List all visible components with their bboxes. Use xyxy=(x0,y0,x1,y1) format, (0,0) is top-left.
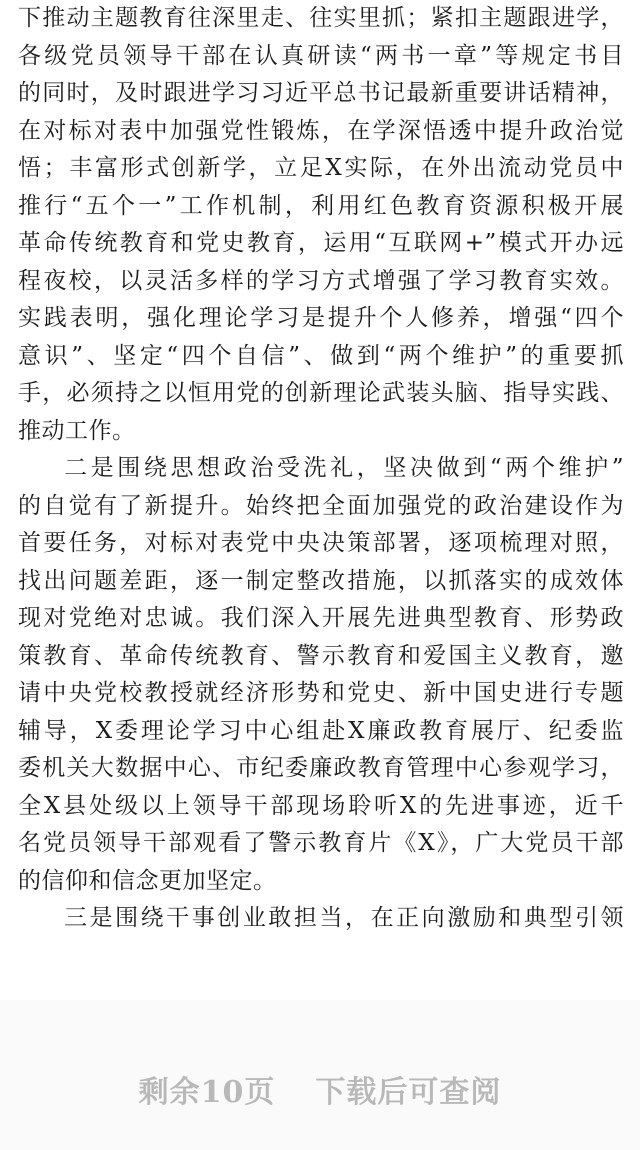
document-line: 三是围绕干事创业敢担当，在正向激励和典型引领 xyxy=(64,905,624,931)
document-line: 请中央党校教授就经济形势和党史、新中国史进行专题 xyxy=(18,680,624,706)
document-line: 推行“五个一”工作机制，利用红色教育资源积极开展 xyxy=(18,192,624,219)
download-banner[interactable] xyxy=(0,1064,640,1114)
document-line: 各级党员领导干部在认真研读“两书一章”等规定书目 xyxy=(18,42,624,69)
document-line: 下推动主题教育往深里走、往实里抓；紧扣主题跟进学， xyxy=(18,5,624,31)
document-line: 推动工作。 xyxy=(18,417,136,444)
remaining-pages-label: 剩余10页 xyxy=(138,1075,276,1110)
document-line: 首要任务，对标对表党中央决策部署，逐项梳理对照， xyxy=(18,530,624,556)
document-line: 的同时，及时跟进学习习近平总书记最新重要讲话精神， xyxy=(18,80,624,106)
document-line: 委机关大数据中心、市纪委廉政教育管理中心参观学习， xyxy=(18,755,624,781)
document-line: 程夜校，以灵活多样的学习方式增强了学习教育实效。 xyxy=(18,267,624,294)
document-line: 手，必须持之以恒用党的创新理论武装头脑、指导实践、 xyxy=(18,380,624,406)
document-line: 全X县处级以上领导干部现场聆听X的先进事迹，近千 xyxy=(18,792,624,819)
document-line: 二是围绕思想政治受洗礼，坚决做到“两个维护” xyxy=(64,455,624,481)
document-line: 实践表明，强化理论学习是提升个人修养，增强“四个 xyxy=(18,305,624,331)
document-line: 辅导，X委理论学习中心组赴X廉政教育展厅、纪委监 xyxy=(18,717,624,744)
document-line: 找出问题差距，逐一制定整改措施，以抓落实的成效体 xyxy=(18,567,624,594)
document-line: 意识”、坚定“四个自信”、做到“两个维护”的重要抓 xyxy=(18,342,624,369)
document-body xyxy=(18,0,624,1000)
document-line: 革命传统教育和党史教育，运用“互联网+”模式开办远 xyxy=(18,230,624,256)
document-line: 现对党绝对忠诚。我们深入开展先进典型教育、形势政 xyxy=(18,605,624,631)
document-line: 名党员领导干部观看了警示教育片《X》，广大党员干部 xyxy=(18,830,624,856)
document-line: 的信仰和信念更加坚定。 xyxy=(18,867,277,894)
download-prompt-label: 下载后可查阅 xyxy=(315,1075,502,1110)
document-line: 在对标对表中加强党性锻炼，在学深悟透中提升政治觉 xyxy=(18,117,624,144)
document-line: 悟；丰富形式创新学，立足X实际，在外出流动党员中 xyxy=(18,155,624,181)
document-line: 策教育、革命传统教育、警示教育和爱国主义教育，邀 xyxy=(18,642,624,669)
document-line: 的自觉有了新提升。始终把全面加强党的政治建设作为 xyxy=(18,492,624,519)
